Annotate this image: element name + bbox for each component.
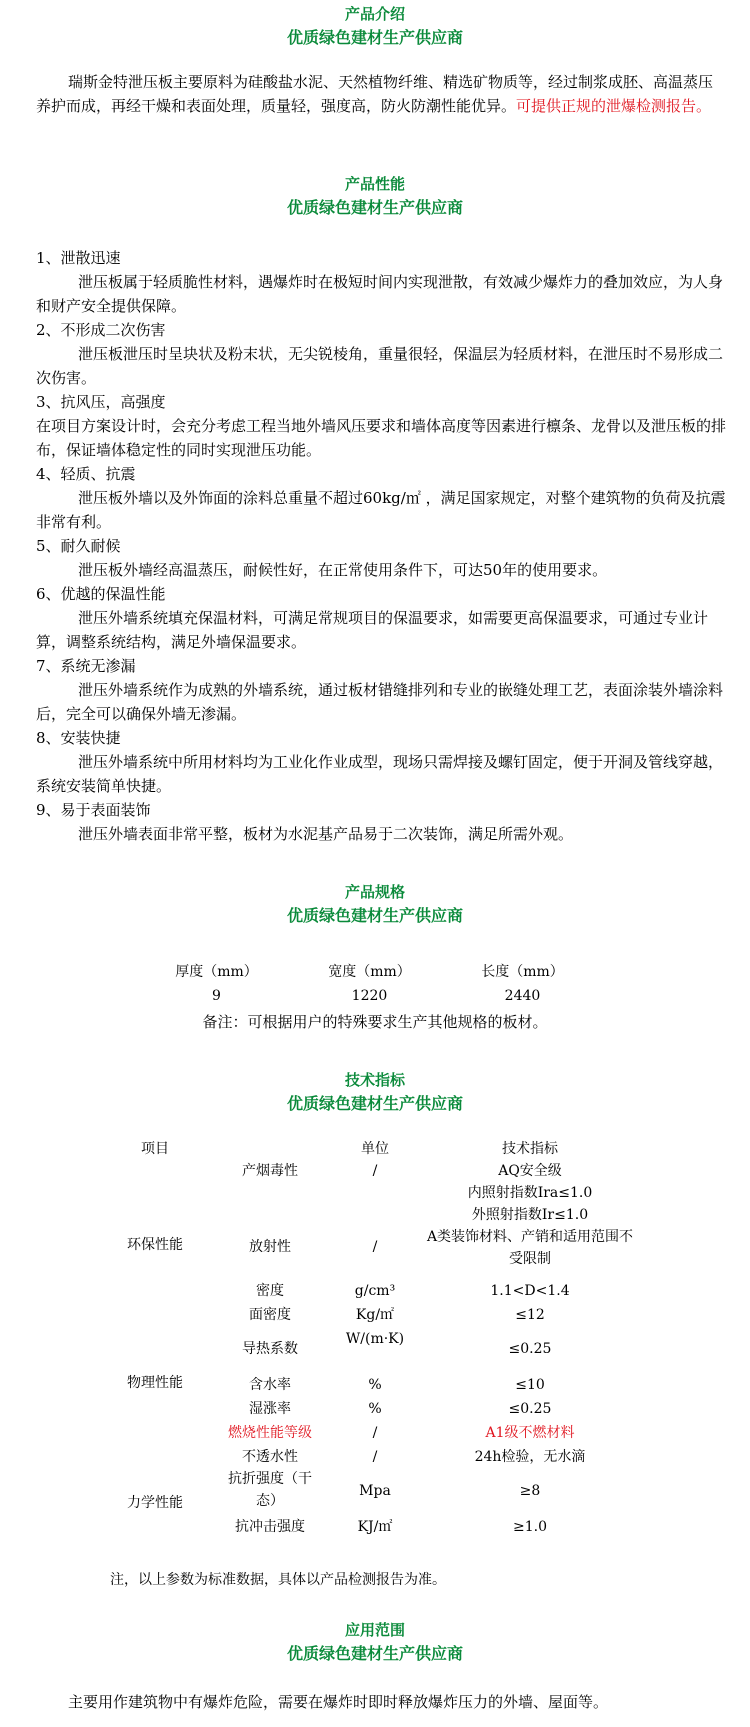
tech-unit: / <box>372 1239 378 1255</box>
performance-item-body: 泄压板外墙以及外饰面的涂料总重量不超过60kg/㎡ ，满足国家规定，对整个建筑物的负荷及抗震非常有利。 <box>36 489 726 531</box>
spec-note: 备注：可根据用户的特殊要求生产其他规格的板材。 <box>202 1013 548 1031</box>
performance-item-body: 泄压板泄压时呈块状及粉末状，无尖锐棱角，重量很轻，保温层为轻质材料，在泄压时不易形成二次伤害。 <box>36 345 724 387</box>
tech-unit: g/cm³ <box>354 1283 396 1299</box>
performance-item-body: 泄压外墙表面非常平整，板材为水泥基产品易于二次装饰，满足所需外观。 <box>78 825 574 843</box>
tech-heading <box>0 1068 750 1116</box>
tech-unit: / <box>372 1425 378 1441</box>
tech-value: 1.1<D<1.4 <box>490 1283 570 1299</box>
performance-item-title: 7、系统无渗漏 <box>36 657 136 675</box>
performance-item-body: 泄压外墙系统填充保温材料，可满足常规项目的保温要求，如需要更高保温要求，可通过专业计算，调整系统结构，满足外墙保温要求。 <box>36 609 709 651</box>
performance-item-title: 3、抗风压，高强度 <box>36 393 166 411</box>
spec-header-width: 宽度（mm） <box>328 964 411 980</box>
tech-header-unit: 单位 <box>361 1141 389 1157</box>
performance-item-title: 1、泄散迅速 <box>36 249 121 267</box>
tech-item: 含水率 <box>249 1377 291 1393</box>
spec-subtitle: 优质绿色建材生产供应商 <box>286 906 463 925</box>
application-subtitle: 优质绿色建材生产供应商 <box>286 1644 463 1663</box>
tech-value: 内照射指数Ira≤1.0 外照射指数Ir≤1.0 A类装饰材料、产销和适用范围不受限制 <box>426 1185 634 1267</box>
tech-unit: Mpa <box>359 1483 391 1499</box>
tech-unit: Kg/㎡ <box>355 1307 395 1323</box>
tech-header-value: 技术指标 <box>502 1141 558 1157</box>
application-text: 主要用作建筑物中有爆炸危险，需要在爆炸时即时释放爆炸压力的外墙、屋面等。 <box>68 1693 609 1711</box>
performance-item-body: 泄压外墙系统中所用材料均为工业化作业成型，现场只需焊接及螺钉固定，便于开洞及管线穿越，系统安装简单快捷。 <box>36 753 724 795</box>
spec-value-row <box>140 984 600 1008</box>
spec-value-length: 2440 <box>504 988 541 1004</box>
tech-value: 24h检验，无水滴 <box>474 1449 586 1465</box>
intro-title: 产品介绍 <box>344 5 405 23</box>
tech-unit: % <box>368 1377 382 1393</box>
tech-unit: KJ/㎡ <box>357 1519 393 1535</box>
tech-header-item: 项目 <box>141 1141 169 1157</box>
intro-paragraph <box>36 70 726 118</box>
tech-item: 导热系数 <box>242 1341 298 1357</box>
tech-value: ≤12 <box>515 1307 545 1323</box>
spec-value-width: 1220 <box>351 988 388 1004</box>
tech-item: 面密度 <box>249 1307 291 1323</box>
tech-item: 不透水性 <box>242 1449 298 1465</box>
performance-item-title: 5、耐久耐候 <box>36 537 121 555</box>
spec-value-thickness: 9 <box>212 988 221 1004</box>
spec-heading <box>0 880 750 928</box>
performance-item-title: 8、安装快捷 <box>36 729 121 747</box>
tech-item: 产烟毒性 <box>242 1163 298 1179</box>
performance-heading <box>0 172 750 220</box>
performance-item-body: 泄压板属于轻质脆性材料，遇爆炸时在极短时间内实现泄散，有效减少爆炸力的叠加效应，为人身和财产安全提供保障。 <box>36 273 724 315</box>
tech-group-mech: 力学性能 <box>127 1495 183 1511</box>
performance-list <box>36 246 726 846</box>
performance-item-title: 9、易于表面装饰 <box>36 801 151 819</box>
tech-value-highlight: A1级不燃材料 <box>485 1425 575 1441</box>
tech-item: 密度 <box>256 1283 284 1299</box>
performance-item-body: 泄压板外墙经高温蒸压，耐候性好，在正常使用条件下，可达50年的使用要求。 <box>78 561 608 579</box>
intro-text: 瑞斯金特泄压板主要原料为硅酸盐水泥、天然植物纤维、精选矿物质等，经过制浆成胚、高温蒸压养护而成，再经干燥和表面处理，质量轻，强度高，防火防潮性能优异。 <box>36 73 714 115</box>
spec-header-thickness: 厚度（mm） <box>175 964 258 980</box>
performance-item-title: 4、轻质、抗震 <box>36 465 136 483</box>
tech-value: ≤0.25 <box>508 1341 552 1357</box>
tech-unit: W/(m·K) <box>345 1331 405 1347</box>
intro-subtitle: 优质绿色建材生产供应商 <box>286 28 463 47</box>
tech-item: 放射性 <box>249 1239 291 1255</box>
tech-subtitle: 优质绿色建材生产供应商 <box>286 1094 463 1113</box>
tech-value: ≤10 <box>515 1377 545 1393</box>
tech-item: 抗冲击强度 <box>235 1519 305 1535</box>
tech-unit: / <box>372 1163 378 1179</box>
tech-unit: % <box>368 1401 382 1417</box>
spec-title: 产品规格 <box>344 883 405 901</box>
tech-item: 湿涨率 <box>249 1401 291 1417</box>
application-title: 应用范围 <box>344 1621 405 1639</box>
tech-group-phys: 物理性能 <box>127 1375 183 1391</box>
tech-title: 技术指标 <box>344 1071 405 1089</box>
application-heading <box>0 1618 750 1666</box>
spec-table <box>140 960 600 1008</box>
intro-heading <box>0 2 750 50</box>
tech-value: ≥8 <box>519 1483 541 1499</box>
performance-item-title: 2、不形成二次伤害 <box>36 321 166 339</box>
tech-note: 注，以上参数为标准数据，具体以产品检测报告为准。 <box>110 1572 446 1588</box>
spec-header-length: 长度（mm） <box>481 964 564 980</box>
performance-item-title: 6、优越的保温性能 <box>36 585 166 603</box>
intro-highlight: 可提供正规的泄爆检测报告。 <box>516 97 712 115</box>
performance-item-body: 泄压外墙系统作为成熟的外墙系统，通过板材错缝排列和专业的嵌缝处理工艺，表面涂装外墙涂料后，完全可以确保外墙无渗漏。 <box>36 681 724 723</box>
tech-value: ≤0.25 <box>508 1401 552 1417</box>
spec-header-row <box>140 960 600 984</box>
tech-unit: / <box>372 1449 378 1465</box>
tech-value: AQ安全级 <box>498 1163 562 1179</box>
performance-title: 产品性能 <box>344 175 405 193</box>
performance-subtitle: 优质绿色建材生产供应商 <box>286 198 463 217</box>
tech-value: ≥1.0 <box>513 1519 547 1535</box>
performance-item-body: 在项目方案设计时，会充分考虑工程当地外墙风压要求和墙体高度等因素进行檩条、龙骨以及泄压板的排布，保证墙体稳定性的同时实现泄压功能。 <box>36 417 727 459</box>
tech-item: 抗折强度（干态） <box>228 1471 312 1509</box>
tech-item-highlight: 燃烧性能等级 <box>228 1425 312 1441</box>
tech-group-env: 环保性能 <box>127 1237 183 1253</box>
